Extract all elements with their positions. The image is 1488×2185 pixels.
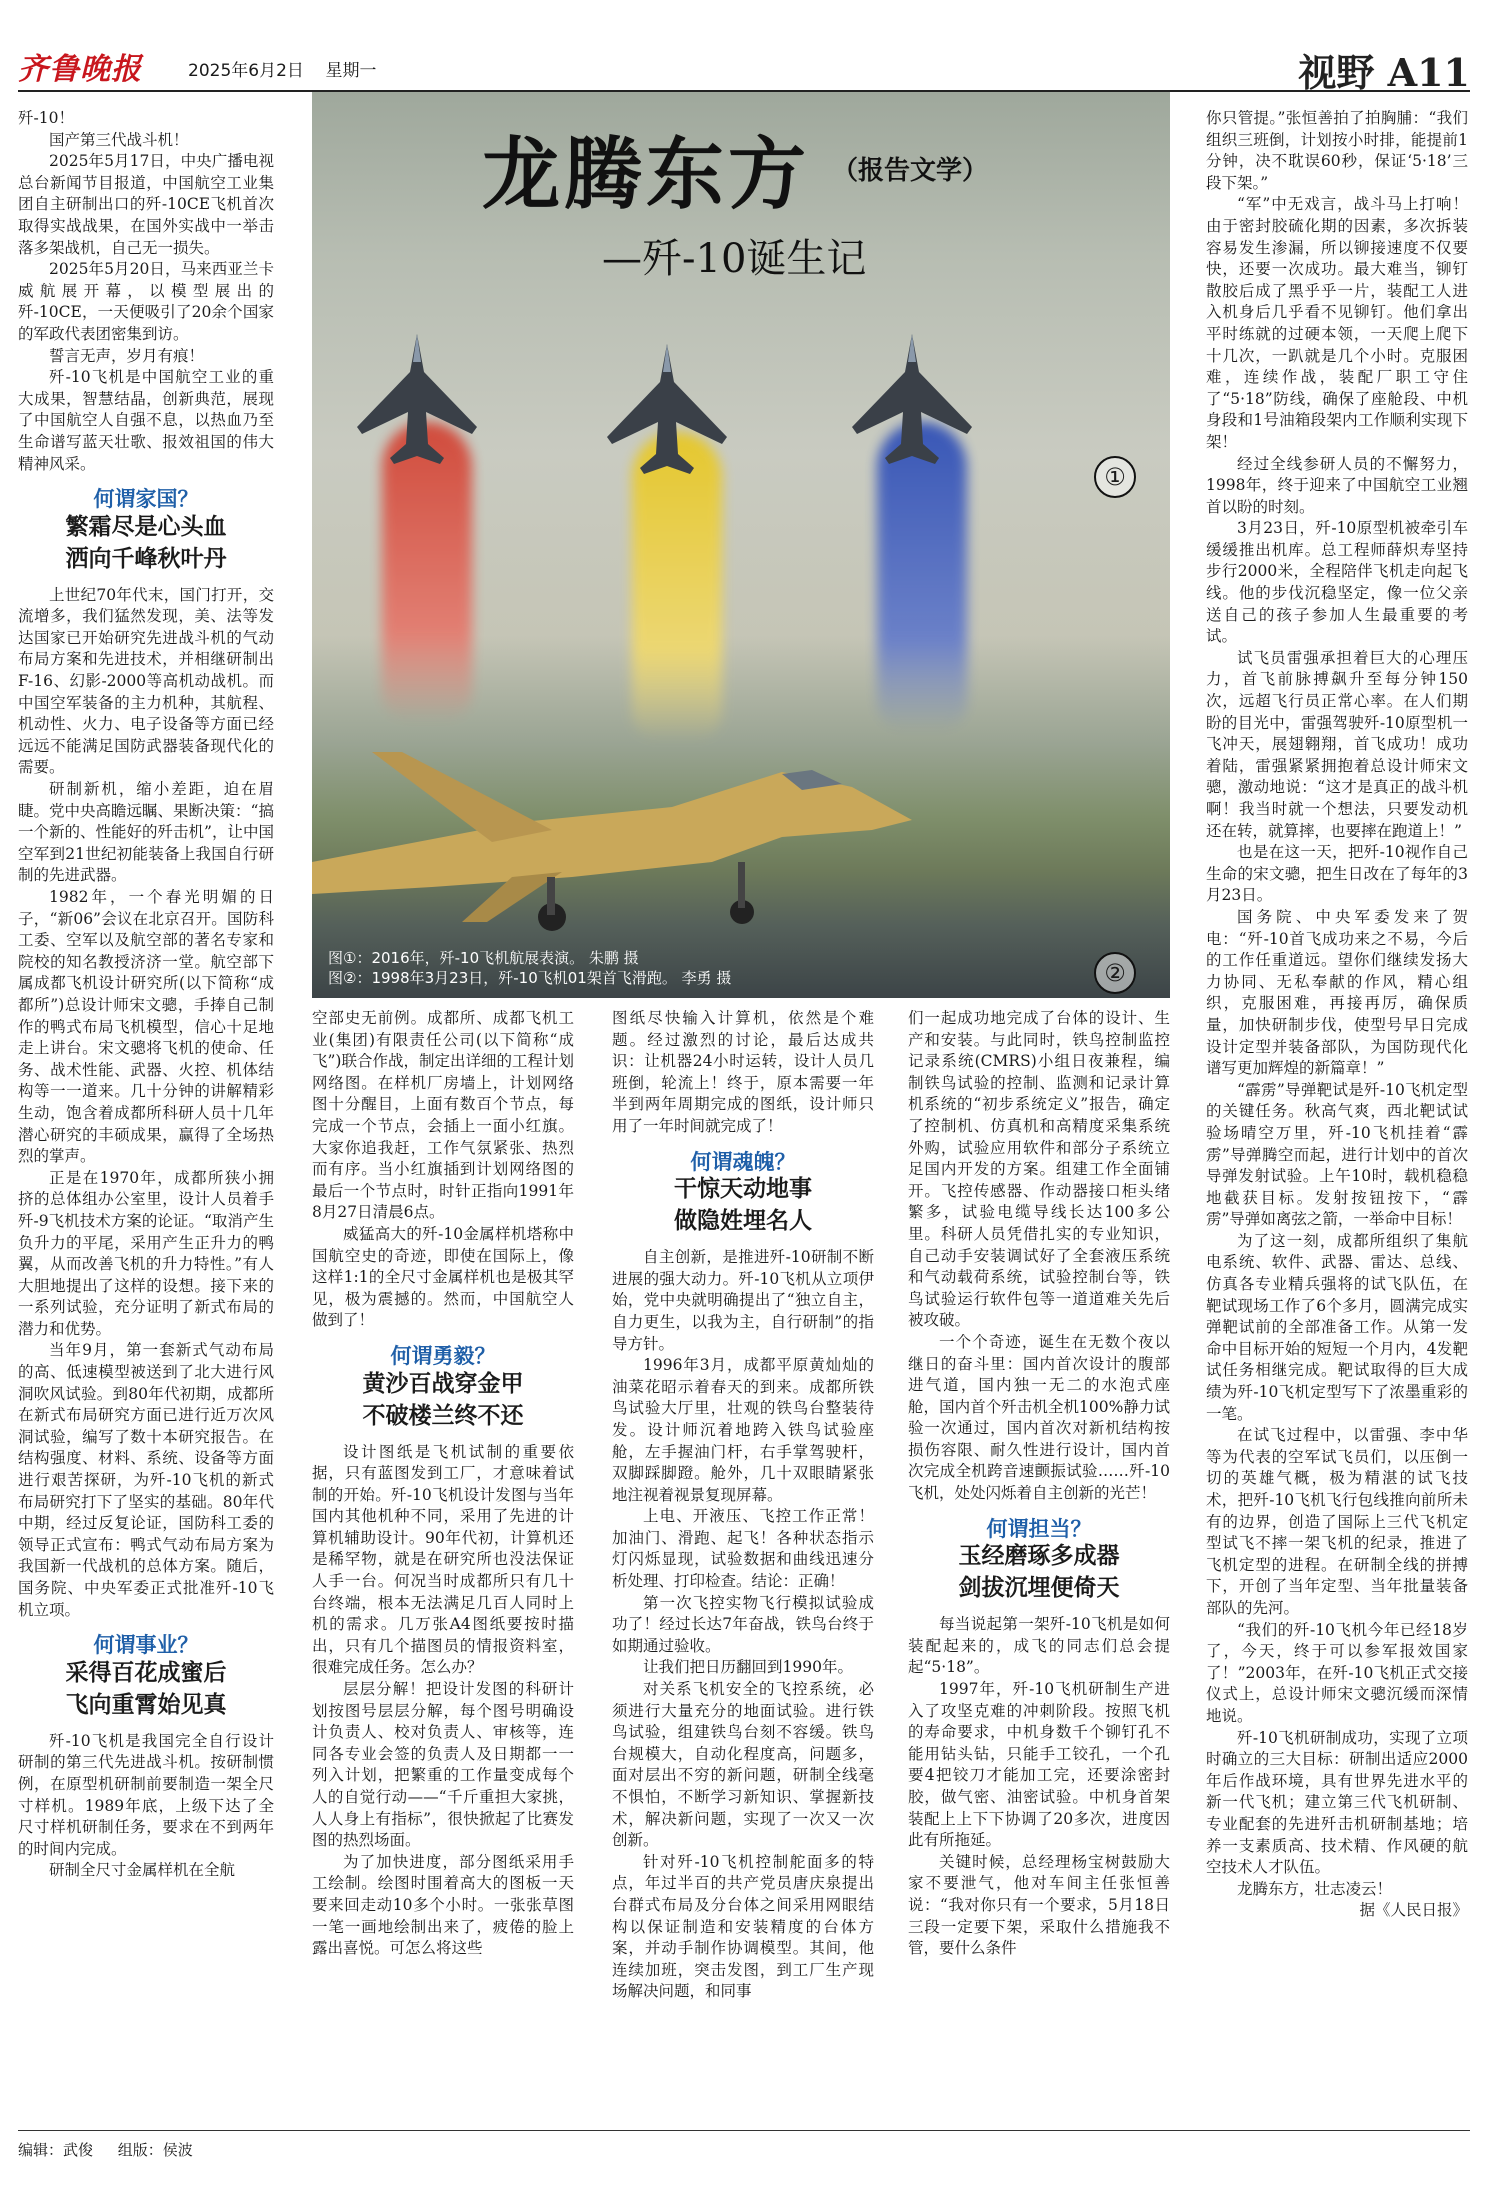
paragraph: 层层分解！把设计发图的科研计划按图号层层分解，每个图号明确设计负责人、校对负责人、审核等，连同各专业会签的负责人及日期都一一列入计划，把繁重的工作量变成每个人的自觉行动——“千斤重担大家挑，人人身上有指标”，很快掀起了比赛发图的热烈场面。	[312, 1680, 574, 1850]
paragraph: 一个个奇迹，诞生在无数个夜以继日的奋斗里：国内首次设计的腹部进气道，国内独一无二的水泡式座舱，国内首个歼击机全机100%静力试验一次通过，国内首次对新机结构按损伤容限、耐久性进行设计，国内首次完成全机跨音速颤振试验……歼-10飞机，处处闪烁着自主创新的光芒！	[908, 1332, 1170, 1503]
paragraph: 试飞员雷强承担着巨大的心理压力，首飞前脉搏飙升至每分钟150次，远超飞行员正常心率。在人们期盼的目光中，雷强驾驶歼-10原型机一飞冲天，展翅翱翔，首飞成功！成功着陆，雷强紧紧拥抱着总设计师宋文骢，激动地说：“这才是真正的战斗机啊！我当时就一个想法，只要发动机还在转，就算摔，也要摔在跑道上！”	[1206, 648, 1468, 840]
paragraph: “我们的歼-10飞机今年已经18岁了，今天，终于可以参军报效国家了！”2003年，在歼-10飞机正式交接仪式上，总设计师宋文骢沉缓而深情地说。	[1206, 1620, 1468, 1725]
section-question: 何谓家国？	[93, 487, 199, 512]
headline-main: 龙腾东方	[482, 129, 811, 220]
paragraph: 国务院、中央军委发来了贺电：“歼-10首飞成功来之不易，今后的工作任重道远。望你们继续发扬大力协同、无私奉献的作风，精心组织，克服困难，再接再厉，确保质量，加快研制步伐，使型号早日完成设计定型并装备部队，为国防现代化谱写更加辉煌的新篇章！”	[1206, 907, 1468, 1078]
column-2	[312, 1008, 574, 2108]
paragraph: 龙腾东方，壮志凌云！	[1237, 1879, 1393, 1898]
paragraph: 3月23日，歼-10原型机被牵引车缓缓推出机库。总工程师薛炽寿坚持步行2000米，全程陪伴飞机走向起飞线。他的步伐沉稳坚定，像一位父亲送自己的孩子参加人生最重要的考试。	[1206, 519, 1468, 646]
paragraph: 经过全线参研人员的不懈努力，1998年，终于迎来了中国航空工业翘首以盼的时刻。	[1206, 454, 1468, 516]
paragraph: 歼-10飞机是中国航空工业的重大成果，智慧结晶，创新典范，展现了中国航空人自强不息，以热血乃至生命谱写蓝天壮歌、报效祖国的伟大精神风采。	[18, 368, 274, 473]
jet-icon	[602, 342, 732, 482]
paragraph: 你只管提。”张恒善拍了拍胸脯：“我们组织三班倒，计划按小时排，能提前1分钟，决不耽误60秒，保证‘5·18’三段下架。”	[1206, 109, 1468, 192]
paragraph: 在试飞过程中，以雷强、李中华等为代表的空军试飞员们，以压倒一切的英雄气概，极为精湛的试飞技术，把歼-10飞机飞行包线推向前所未有的边界，创造了国际上三代飞机定型试飞不摔一架飞机的纪录，推进了飞机定型的进程。在研制全线的拼搏下，开创了当年定型、当年批量装备部队的先河。	[1206, 1426, 1468, 1617]
paragraph: 威猛高大的歼-10金属样机塔称中国航空史的奇迹，即使在国际上，像这样1:1的全尺寸金属样机也是极其罕见，极为震撼的。然而，中国航空人做到了！	[312, 1224, 574, 1330]
section-line-2: 不破楼兰终不还	[362, 1401, 524, 1429]
paragraph: 设计图纸是飞机试制的重要依据，只有蓝图发到工厂，才意味着试制的开始。歼-10飞机设计发图与当年国内其他机种不同，采用了先进的计算机辅助设计。90年代初，计算机还是稀罕物，就是在研究所也没法保证人手一台。何况当时成都所只有几十台终端，根本无法满足几百人同时上机的需求。几万张A4图纸要按时描出，只有几个描图员的情报资料室，很难完成任务。怎么办？	[312, 1442, 574, 1677]
paragraph: 2025年5月17日，中央广播电视总台新闻节目报道，中国航空工业集团自主研制出口的歼-10CE飞机首次取得实战战果，在国外实战中一举击落多架战机，自己无一损失。	[18, 152, 274, 257]
column-3	[612, 1008, 874, 2108]
feature-photo	[312, 92, 1170, 998]
paragraph: 歼-10！	[18, 109, 74, 127]
paragraph: 正是在1970年，成都所狭小拥挤的总体组办公室里，设计人员着手歼-9飞机技术方案的论证。“取消产生负升力的平尾，采用产生正升力的鸭翼，从而改善飞机的升力特性。”有人大胆地提出了这样的设想。接下来的一系列试验，充分证明了新式布局的潜力和优势。	[18, 1168, 274, 1338]
section-heading	[18, 1635, 274, 1721]
paragraph: 歼-10飞机研制成功，实现了立项时确立的三大目标：研制出适应2000年后作战环境，具有世界先进水平的新一代飞机；建立第三代飞机研制、专业配套的先进歼击机研制基地；培养一支素质高、技术精、作风硬的航空技术人才队伍。	[1206, 1728, 1468, 1877]
issue-date	[188, 56, 377, 81]
paragraph: 也是在这一天，把歼-10视作自己生命的宋文骢，把生日改在了每年的3月23日。	[1206, 843, 1468, 905]
section-question: 何谓魂魄？	[690, 1149, 796, 1174]
section-line-1: 黄沙百战穿金甲	[362, 1369, 524, 1397]
headline-genre: （报告文学）	[832, 156, 989, 186]
paragraph: 让我们把日历翻回到1990年。	[643, 1658, 853, 1677]
paragraph: 研制全尺寸金属样机在全航	[49, 1861, 236, 1880]
column-1	[18, 108, 274, 2108]
page-footer	[18, 2130, 1470, 2160]
paragraph: 上电、开液压、飞控工作正常！加油门、滑跑、起飞！各种状态指示灯闪烁显现，试验数据和曲线迅速分析处理、打印检查。结论：正确！	[612, 1507, 874, 1591]
source-credit: 据《人民日报》	[1359, 1901, 1468, 1920]
paragraph: 为了这一刻，成都所组织了集航电系统、软件、武器、雷达、总线、仿真各专业精兵强将的试飞队伍，在靶试现场工作了6个多月，圆满完成实弹靶试前的全部准备工作。从第一发命中目标开始的短短一个月内，4发靶试任务相继完成。靶试取得的巨大成绩为歼-10飞机定型写下了浓墨重彩的一笔。	[1206, 1231, 1468, 1423]
paragraph: 图纸尽快输入计算机，依然是个难题。经过激烈的讨论，最后达成共识：让机器24小时运转，设计人员几班倒，轮流上！终于，原本需要一年半到两年周期完成的图纸，设计师只用了一年时间就完成了！	[612, 1009, 874, 1135]
paragraph: 研制新机，缩小差距，迫在眉睫。党中央高瞻远瞩、果断决策：“搞一个新的、性能好的歼击机”，让中国空军到21世纪初能装备上我国自行研制的先进武器。	[18, 780, 274, 885]
section-line-2: 飞向重霄始见真	[65, 1690, 227, 1718]
paragraph: 们一起成功地完成了台体的设计、生产和安装。与此同时，铁鸟控制监控记录系统(CMRS)小组日夜兼程，编制铁鸟试验的控制、监测和记录计算机系统的“初步系统定义”报告，确定了控制机、仿真机和高精度采集系统外购，试验应用软件和部分子系统立足国内开发的方案。组建工作全面铺开。飞控传感器、作动器接口柜头绪繁多，试验电缆导线长达100多公里。科研人员凭借扎实的专业知识，自己动手安装调试好了全套液压系统和气动载荷系统，试验控制台等，铁鸟试验运行软件包等一道道难关先后被攻破。	[908, 1009, 1170, 1330]
weekday-text: 星期一	[325, 61, 377, 81]
paragraph: 为了加快进度，部分图纸采用手工绘制。绘图时围着高大的图板一天要来回走动10多个小时。一张张草图一笔一画地绘制出来了，疲倦的脸上露出喜悦。可怎么将这些	[312, 1852, 574, 1958]
paragraph: 上世纪70年代末，国门打开，交流增多，我们猛然发现，美、法等发达国家已开始研究先进战斗机的气动布局方案和先进技术，并相继研制出F-16、幻影-2000等高机动战机。而中国空军装备的主力机种，其航程、机动性、火力、电子设备等方面已经远远不能满足国防武器装备现代化的需要。	[18, 585, 274, 777]
paragraph: 对关系飞机安全的飞控系统，必须进行大量充分的地面试验。进行铁鸟试验，组建铁鸟台刻不容缓。铁鸟台规模大，自动化程度高，问题多，面对层出不穷的新问题，研制全线毫不惧怕，不断学习新知识、掌握新技术，解决新问题，实现了一次又一次创新。	[612, 1680, 874, 1850]
caption-line-2: 图②：1998年3月23日，歼-10飞机01架首飞滑跑。 李勇 摄	[328, 969, 732, 987]
paragraph: 自主创新，是推进歼-10研制不断进展的强大动力。歼-10飞机从立项伊始，党中央就明确提出了“独立自主，自力更生，以我为主，自行研制”的指导方针。	[612, 1248, 874, 1353]
section-heading	[312, 1343, 574, 1432]
column-4	[908, 1008, 1170, 2108]
section-heading	[612, 1149, 874, 1238]
paragraph: 当年9月，第一套新式气动布局的高、低速模型被送到了北大进行风洞吹风试验。到80年代初期，成都所在新式布局研究方面已进行近万次风洞试验，编写了数十本研究报告。在结构强度、材料、系统、设备等方面进行艰苦探研，为歼-10飞机的新式布局研究打下了坚实的基础。80年代中期，经过反复论证，国防科工委的领导正式宣布：鸭式气动布局方案为我国新一代战机的总体方案。随后，国务院、中央军委正式批准歼-10飞机立项。	[18, 1341, 274, 1619]
paragraph: 针对歼-10飞机控制舵面多的特点，年过半百的共产党员唐庆泉提出台群式布局及分台体之间采用网眼结构以保证制造和安装精度的台体方案，并动手制作协调模型。其间，他连续加班，突击发图，到工厂生产现场解决问题，和同事	[612, 1852, 874, 2001]
paragraph: 第一次飞控实物飞行模拟试验成功了！经过长达7年奋战，铁鸟台终于如期通过验收。	[612, 1593, 874, 1655]
section-question: 何谓担当？	[986, 1516, 1092, 1541]
jet-icon	[847, 332, 977, 472]
paragraph: 1982年，一个春光明媚的日子，“新06”会议在北京召开。国防科工委、空军以及航空部的著名专家和院校的知名教授济济一堂。航空部下属成都飞机设计研究所(以下简称“成都所”)总设计师宋文骢，手捧自己制作的鸭式布局飞机模型，信心十足地走上讲台。宋文骢将飞机的使命、任务、战术性能、武器、火控、机体结构等一一道来。几十分钟的讲解精彩生动，饱含着成都所科研人员十几年潜心研究的丰硕成果，赢得了全场热烈的掌声。	[18, 888, 274, 1166]
newspaper-logo: 齐鲁晚报	[18, 52, 142, 87]
paragraph: 国产第三代战斗机！	[49, 130, 189, 149]
paragraph: 1997年，歼-10飞机研制生产进入了攻坚克难的冲刺阶段。按照飞机的寿命要求，中机身数千个铆钉孔不能用钻头钻，只能手工铰孔，一个孔要4把铰刀才能加工完，还要涂密封胶，做气密、油密试验。中机身首架装配上上下下协调了20多次，进度因此有所拖延。	[908, 1680, 1170, 1850]
editor-credit: 编辑：武俊	[18, 2141, 94, 2159]
paragraph: 关键时候，总经理杨宝树鼓励大家不要泄气，他对车间主任张恒善说：“我对你只有一个要求，5月18日三段一定要下架，采取什么措施我不管，要什么条件	[908, 1852, 1170, 1958]
section-page-label: 视野 A11	[1298, 50, 1470, 95]
paragraph: 空部史无前例。成都所、成都飞机工业(集团)有限责任公司(以下简称“成飞”)联合作战，制定出详细的工程计划网络图。在样机厂房墙上，计划网络图十分醒目，上面有数百个节点，每完成一个节点，会插上一面小红旗。大家你追我赶，工作气氛紧张、热烈而有序。当小红旗插到计划网络图的最后一个节点时，时针正指向1991年8月27日清晨6点。	[312, 1009, 574, 1222]
paragraph: 歼-10飞机是我国完全自行设计研制的第三代先进战斗机。按研制惯例，在原型机研制前要制造一架全尺寸样机。1989年底，上级下达了全尺寸样机研制任务，要求在不到两年的时间内完成。	[18, 1731, 274, 1858]
paragraph: 1996年3月，成都平原黄灿灿的油菜花昭示着春天的到来。成都所铁鸟试验大厅里，壮观的铁鸟台整装待发。设计师沉着地跨入铁鸟试验座舱，左手握油门杆，右手掌驾驶杆，双脚踩脚蹬。舱外，几十双眼睛紧张地注视着视景复现屏幕。	[612, 1356, 874, 1504]
section-line-2: 洒向千峰秋叶丹	[65, 544, 227, 572]
section-heading	[908, 1516, 1170, 1605]
date-text: 2025年6月2日	[188, 61, 304, 81]
section-heading	[18, 489, 274, 575]
section-line-2: 剑拔沉埋便倚天	[958, 1574, 1120, 1602]
headline	[482, 112, 810, 224]
layout-credit: 组版：侯波	[117, 2141, 193, 2159]
jet-icon	[352, 332, 482, 472]
paragraph: “军”中无戏言，战斗马上打响！由于密封胶硫化期的因素，多次拆装容易发生渗漏，所以铆接速度不仅要快，还要一次成功。最大难当，铆钉散胶后成了黑乎乎一片，装配工人进入机身后几乎看不见铆钉。他们拿出平时练就的过硬本领，一天爬上爬下十几次，一趴就是几个小时。克服困难，连续作战，装配厂职工守住了“5·18”防线，确保了座舱段、中机身段和1号油箱段架内工作顺利实现下架！	[1206, 195, 1468, 451]
section-question: 何谓事业？	[93, 1633, 199, 1658]
paragraph: 誓言无声，岁月有痕！	[49, 346, 205, 365]
photo-marker-1: ①	[1094, 456, 1136, 498]
section-line-1: 干惊天动地事	[674, 1175, 812, 1203]
caption-line-1: 图①：2016年，歼-10飞机航展表演。 朱鹏 摄	[328, 949, 639, 967]
column-6	[1206, 108, 1468, 2108]
section-line-1: 采得百花成蜜后	[65, 1658, 227, 1686]
page-header	[18, 40, 1470, 95]
photo-marker-2: ②	[1094, 952, 1136, 994]
photo-caption	[328, 948, 731, 988]
section-question: 何谓勇毅？	[390, 1343, 496, 1368]
section-line-1: 繁霜尽是心头血	[65, 512, 227, 540]
section-line-1: 玉经磨琢多成器	[958, 1542, 1120, 1570]
section-line-2: 做隐姓埋名人	[674, 1207, 812, 1235]
prototype-jet-icon	[312, 712, 932, 942]
headline-subtitle: —歼-10诞生记	[602, 236, 867, 282]
paragraph: 每当说起第一架歼-10飞机是如何装配起来的，成飞的同志们总会提起“5·18”。	[908, 1615, 1170, 1677]
paragraph: “霹雳”导弹靶试是歼-10飞机定型的关键任务。秋高气爽，西北靶试试验场晴空万里，歼-10飞机挂着“霹雳”导弹腾空而起，进行计划中的首次导弹发射试验。上午10时，载机稳稳地截获目标。发射按钮按下，“霹雳”导弹如离弦之箭，一举命中目标！	[1206, 1080, 1468, 1229]
paragraph: 2025年5月20日，马来西亚兰卡威航展开幕，以模型展出的歼-10CE，一天便吸引了20余个国家的军政代表团密集到访。	[18, 260, 274, 343]
